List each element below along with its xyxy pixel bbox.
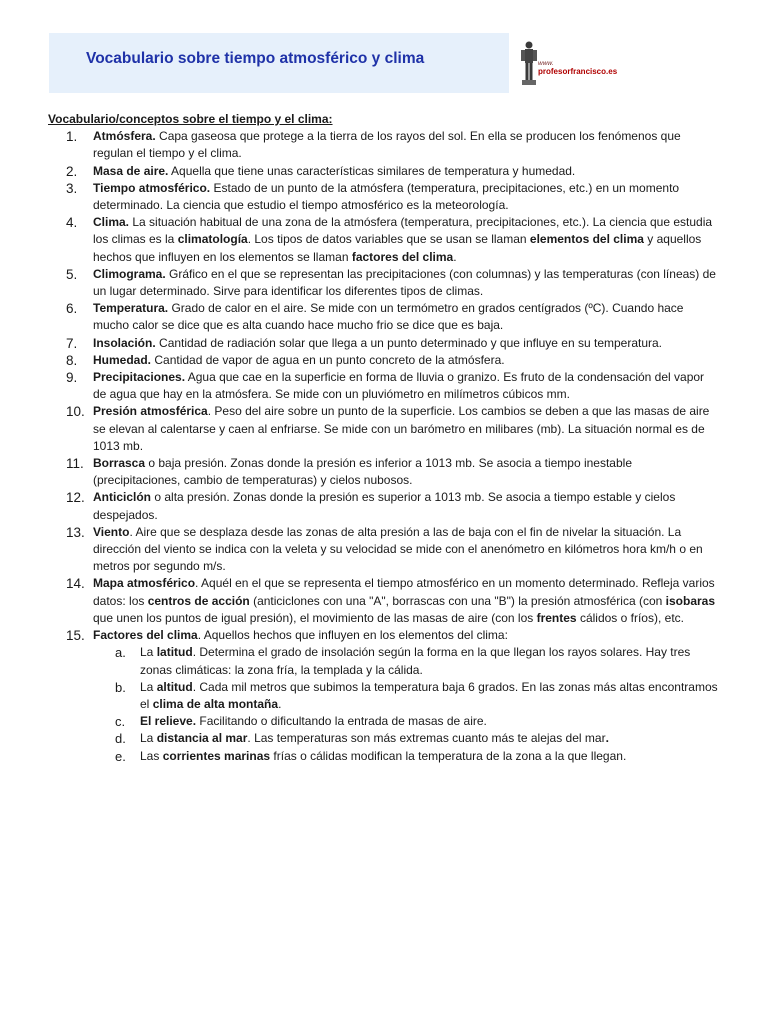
definition-text: Capa gaseosa que protege a la tierra de los rayos del sol. En ella se producen los fenómenos que regulan el tiempo y el clima. xyxy=(93,129,681,161)
sub-item-body xyxy=(140,645,690,676)
bold-term: climatología xyxy=(177,232,248,247)
item-number: 9. xyxy=(66,370,78,386)
list-item xyxy=(48,180,718,214)
definition-text: Aquella que tiene unas características similares de temperatura y humedad. xyxy=(168,163,576,178)
definition-text: frías o cálidas modifican la temperatura de la zona a la que llegan. xyxy=(270,748,627,763)
logo-domain: profesorfrancisco.es xyxy=(538,67,618,76)
list-item xyxy=(48,266,718,300)
sub-list-item xyxy=(93,730,718,747)
item-number: 12. xyxy=(66,490,85,506)
statue-icon xyxy=(518,40,540,86)
sub-item-letter: d. xyxy=(115,731,126,747)
list-item xyxy=(48,163,718,180)
bold-term: corrientes marinas xyxy=(162,748,271,763)
item-number: 10. xyxy=(66,404,85,420)
sub-list-item xyxy=(93,748,718,765)
definition-text: Agua que cae en la superficie en forma de lluvia o granizo. Es fruto de la condensación del vapor de agua que hay en la atmósfera. Se mide con un pluviómetro en milímetros cúbicos mm. xyxy=(93,370,705,402)
bold-term: factores del clima xyxy=(351,249,454,264)
definition-text: . xyxy=(453,249,457,264)
bold-term: isobaras xyxy=(665,593,716,608)
definition-text: . Aquél en el que se representa el tiempo atmosférico en un momento determinado. Refleja varios datos: los xyxy=(93,576,715,608)
bold-term: distancia al mar xyxy=(156,731,248,746)
bold-term: clima de alta montaña xyxy=(152,696,279,711)
vocabulary-list xyxy=(48,128,718,765)
item-number: 4. xyxy=(66,215,78,231)
item-body xyxy=(93,628,508,642)
logo-text xyxy=(538,60,617,76)
item-number: 15. xyxy=(66,628,85,644)
list-item xyxy=(48,128,718,162)
item-body xyxy=(93,181,679,212)
definition-text: que unen los puntos de igual presión), el movimiento de las masas de aire (con los xyxy=(93,610,537,625)
bold-term: elementos del clima xyxy=(529,232,644,247)
definition-text: o alta presión. Zonas donde la presión es superior a 1013 mb. Se asocia a tiempo estable y cielos despejados. xyxy=(93,490,676,522)
sub-item-letter: b. xyxy=(115,679,126,695)
item-body xyxy=(93,404,709,452)
sub-list-item xyxy=(93,679,718,713)
item-number: 2. xyxy=(66,163,78,179)
definition-text: Las xyxy=(140,748,163,763)
bold-term: Tiempo atmosférico. xyxy=(93,180,211,195)
bold-term: Mapa atmosférico xyxy=(93,576,196,591)
definition-text: cálidos o fríos), etc. xyxy=(576,610,684,625)
bold-term: Masa de aire. xyxy=(93,163,169,178)
definition-text: Cantidad de radiación solar que llega a un punto determinado y que influye en su temperatura. xyxy=(155,335,663,350)
item-body xyxy=(93,456,632,487)
item-number: 7. xyxy=(66,335,78,351)
definition-text: Gráfico en el que se representan las precipitaciones (con columnas) y las temperaturas (con líneas) de un lugar determinado. Sirve para identificar los diferentes tipos de climas. xyxy=(93,266,716,299)
document-body xyxy=(48,111,718,765)
definition-text: Grado de calor en el aire. Se mide con un termómetro en grados centígrados (ºC). Cuando hace mucho calor se dice que es alta cuando hace mucho frio se dice que es baja. xyxy=(93,301,684,333)
list-item xyxy=(48,575,718,627)
bold-term: Viento xyxy=(93,524,130,539)
sub-item-body xyxy=(140,714,487,728)
logo-www: www. xyxy=(538,60,554,67)
definition-text: y aquellos hechos que influyen en los elementos se llaman xyxy=(93,232,702,264)
definition-text: . Determina el grado de insolación según la forma en la que llegan los rayos solares. Hay tres zonas climáticas: la zona fría, la templada y la cálida. xyxy=(140,645,691,677)
bold-term: Borrasca xyxy=(93,456,146,471)
item-body xyxy=(93,576,715,624)
definition-text: . Los tipos de datos variables que se usan se llaman xyxy=(247,232,530,247)
list-item xyxy=(48,627,718,765)
definition-text: Cantidad de vapor de agua en un punto concreto de la atmósfera. xyxy=(151,352,505,367)
bold-term: Temperatura. xyxy=(93,301,169,316)
definition-text: Estado de un punto de la atmósfera (temperatura, precipitaciones, etc.) en un momento determinado. La ciencia que estudio el tiempo atmosférico es la meteorología. xyxy=(93,180,680,213)
definition-text: (anticiclones con una "A", borrascas con una "B") la presión atmosférica (con xyxy=(249,593,666,608)
definition-text: . Cada mil metros que subimos la temperatura baja 6 grados. En las zonas más altas encontramos el xyxy=(140,679,718,711)
item-number: 5. xyxy=(66,266,78,282)
definition-text: . Las temperaturas son más extremas cuanto más te alejas del mar xyxy=(247,731,606,746)
item-number: 13. xyxy=(66,524,85,540)
item-body xyxy=(93,490,675,521)
sub-item-body xyxy=(140,731,609,745)
list-item xyxy=(48,403,718,455)
item-body xyxy=(93,164,575,178)
bold-term: altitud xyxy=(156,679,193,694)
definition-text: La situación habitual de una zona de la atmósfera (temperatura, precipitaciones, etc.). La ciencia que estudia los climas es la xyxy=(93,215,713,247)
item-number: 14. xyxy=(66,576,85,592)
item-number: 11. xyxy=(66,456,84,472)
list-item xyxy=(48,335,718,352)
list-item xyxy=(48,489,718,523)
item-body xyxy=(93,336,662,350)
definition-text: o baja presión. Zonas donde la presión es inferior a 1013 mb. Se asocia a tiempo inestable (precipitaciones, cambio de temperaturas) y cielos nubosos. xyxy=(93,456,632,488)
page-title: Vocabulario sobre tiempo atmosférico y clima xyxy=(86,50,425,67)
definition-text: . Aquellos hechos que influyen en los elementos del clima: xyxy=(197,628,508,643)
list-item xyxy=(48,214,718,266)
list-item xyxy=(48,300,718,334)
definition-text: Facilitando o dificultando la entrada de masas de aire. xyxy=(196,714,487,729)
list-item xyxy=(48,524,718,576)
item-body xyxy=(93,370,704,401)
sub-item-letter: a. xyxy=(115,645,126,661)
bold-term: latitud xyxy=(156,645,193,660)
bold-term: Presión atmosférica xyxy=(93,404,208,419)
list-item xyxy=(48,352,718,369)
bold-term: Precipitaciones. xyxy=(93,370,186,385)
item-body xyxy=(93,267,716,298)
definition-text: . Peso del aire sobre un punto de la superficie. Los cambios se deben a que las masas de aire se elevan al calentarse y caen al enfriarse. Se mide con un barómetro en milibares (mb). La situación normal es de 1013 mb. xyxy=(93,404,710,453)
bold-term: centros de acción xyxy=(147,593,250,608)
bold-term: Anticiclón xyxy=(93,490,152,505)
bold-term: El relieve. xyxy=(140,714,197,729)
section-title: Vocabulario/conceptos sobre el tiempo y el clima: xyxy=(48,112,333,126)
bold-term: Insolación. xyxy=(93,335,156,350)
item-body xyxy=(93,215,712,263)
bold-term: frentes xyxy=(536,610,577,625)
item-body xyxy=(93,353,505,367)
definition-text: La xyxy=(140,679,157,694)
bold-term: Humedad. xyxy=(93,352,152,367)
definition-text: La xyxy=(140,731,157,746)
sub-item-letter: c. xyxy=(115,714,126,730)
bold-term: Climograma. xyxy=(93,266,166,281)
sub-list-item xyxy=(93,644,718,678)
item-body xyxy=(93,525,703,573)
definition-text: . xyxy=(278,696,282,711)
item-number: 8. xyxy=(66,352,78,368)
item-number: 6. xyxy=(66,301,78,317)
item-body xyxy=(93,129,681,160)
list-item xyxy=(48,455,718,489)
sub-item-body xyxy=(140,680,718,711)
item-number: 1. xyxy=(66,129,78,145)
list-item xyxy=(48,369,718,403)
bold-term: Atmósfera. xyxy=(93,129,156,144)
bold-term: Clima. xyxy=(93,215,130,230)
definition-text: . Aire que se desplaza desde las zonas de alta presión a las de baja con el fin de nivelar la situación. La dirección del viento se indica con la veleta y su velocidad se mide con el anenómetro en kilómetros hora km/h o en metros por segundo m/s. xyxy=(93,524,703,574)
definition-text: La xyxy=(140,645,157,660)
item-body xyxy=(93,301,683,332)
site-logo xyxy=(518,40,628,86)
sub-item-body xyxy=(140,749,626,763)
sub-list-item xyxy=(93,713,718,730)
sub-item-letter: e. xyxy=(115,748,126,764)
bold-term: Factores del clima xyxy=(93,628,198,643)
sub-list xyxy=(93,644,718,764)
bold-term: . xyxy=(605,731,609,746)
item-number: 3. xyxy=(66,180,78,196)
